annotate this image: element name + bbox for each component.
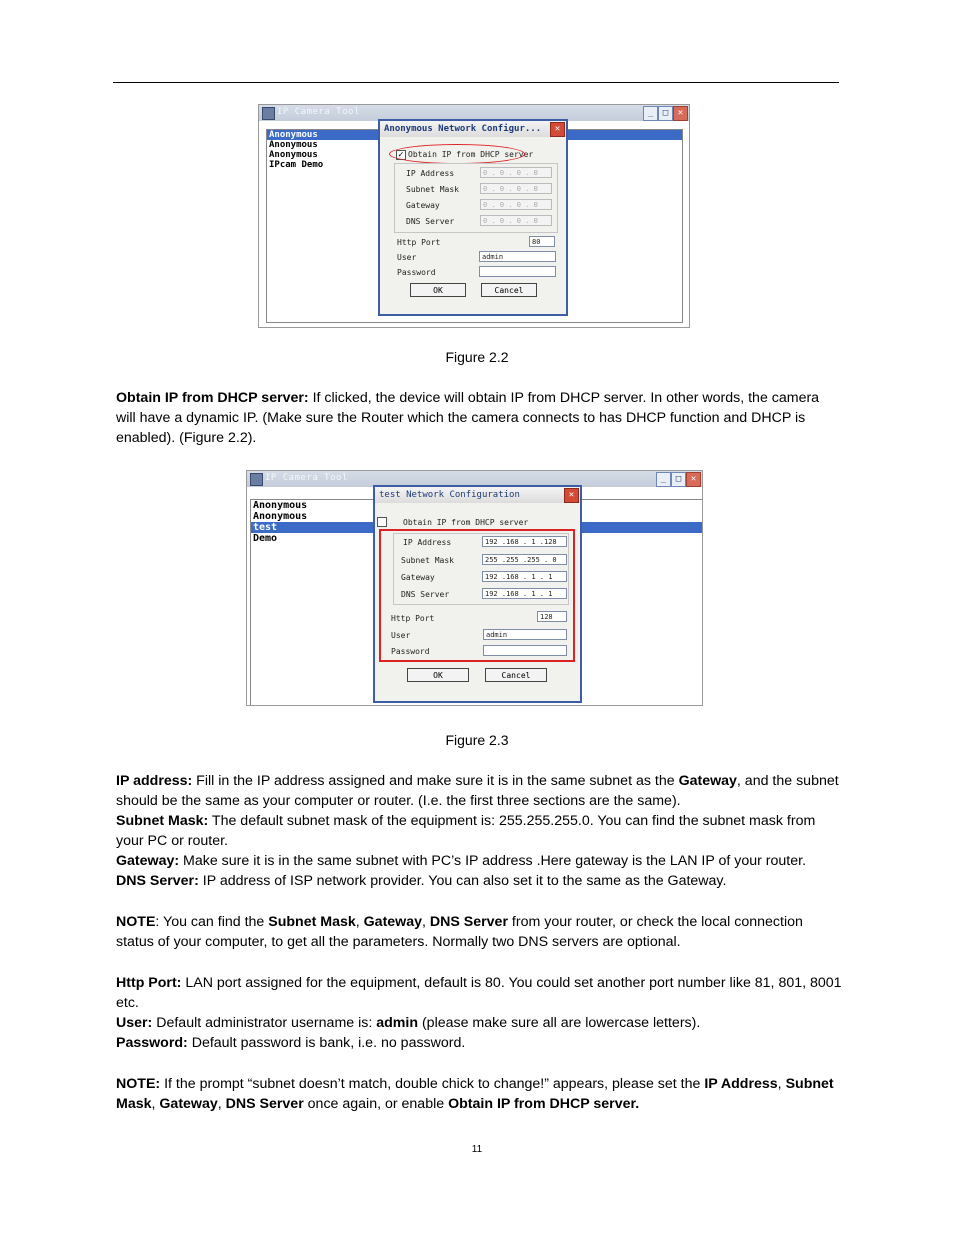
user-field[interactable]: admin (483, 629, 567, 640)
dns-term: DNS Server: (116, 873, 199, 889)
note-term: NOTE (116, 914, 156, 930)
gateway-label: Gateway (406, 201, 440, 210)
user-label: User (391, 631, 411, 640)
window-title: IP Camera Tool (265, 473, 348, 483)
note-subnet: Subnet Mask (268, 914, 356, 930)
figure-2-3-screenshot (246, 470, 703, 706)
password-label: Password (391, 647, 430, 656)
header-rule (113, 82, 839, 83)
http-port-label: Http Port (391, 614, 435, 623)
dns-server-field[interactable]: 0 . 0 . 0 . 0 (480, 215, 552, 226)
ok-button[interactable]: OK (410, 283, 466, 297)
note-text: : You can find the (155, 914, 269, 930)
http-port-text: LAN port assigned for the equipment, default is 80. You could set another port number like 81, 801, 8001 etc. (116, 975, 842, 1011)
dhcp-checkbox[interactable]: ✓ (397, 150, 405, 159)
password-text: Default password is bank, i.e. no password. (187, 1035, 466, 1051)
ip-term: IP address: (116, 773, 193, 789)
dhcp-checkbox[interactable] (377, 517, 387, 527)
dhcp-paragraph (116, 388, 842, 448)
note-sep-2: , (422, 914, 430, 930)
note2-subnet: Subnet Mask (116, 1076, 834, 1112)
ok-button[interactable]: OK (407, 668, 469, 682)
list-item[interactable]: Anonymous (253, 500, 308, 511)
list-item[interactable]: test (251, 522, 703, 533)
note2-gateway: Gateway (159, 1096, 218, 1112)
page-number: 11 (471, 1144, 483, 1155)
ip-address-label: IP Address (406, 169, 455, 178)
note2-text-2: once again, or enable (303, 1096, 449, 1112)
close-icon[interactable]: ✕ (686, 472, 701, 487)
minimize-icon[interactable]: _ (656, 472, 671, 487)
ip-text: Fill in the IP address assigned and make sure it is in the same subnet as the (192, 773, 679, 789)
subnet-mask-field[interactable]: 0 . 0 . 0 . 0 (480, 183, 552, 194)
dns-server-label: DNS Server (401, 590, 450, 599)
figure-2-3-caption: Figure 2.3 (445, 732, 509, 748)
http-port-term: Http Port: (116, 975, 182, 991)
dhcp-highlight-oval (389, 144, 525, 164)
network-config-dialog (373, 485, 582, 703)
app-icon (250, 473, 263, 486)
gateway-term-2: Gateway: (116, 853, 180, 869)
network-fields-paragraph (116, 771, 842, 891)
password-term: Password: (116, 1035, 188, 1051)
http-port-label: Http Port (397, 238, 441, 247)
ip-text-2: , and the subnet should be the same as your computer or router. (I.e. the first three sections are the same). (116, 773, 839, 809)
dialog-title (380, 121, 566, 137)
cancel-button[interactable]: Cancel (485, 668, 547, 682)
dialog-title-text: test Network Configuration (379, 490, 520, 500)
list-item[interactable]: IPcam Demo (269, 160, 324, 170)
login-paragraph (116, 973, 842, 1053)
password-label: Password (397, 268, 436, 277)
subnet-term: Subnet Mask: (116, 813, 209, 829)
maximize-icon[interactable]: □ (671, 472, 686, 487)
dhcp-label: Obtain IP from DHCP server (403, 518, 529, 527)
window-title: IP Camera Tool (277, 107, 360, 117)
note2-text: If the prompt “subnet doesn’t match, double chick to change!” appears, please set the (160, 1076, 705, 1092)
dns-server-field[interactable]: 192 .168 . 1 . 1 (482, 588, 567, 599)
gateway-field[interactable]: 192 .168 . 1 . 1 (482, 571, 567, 582)
list-item[interactable]: Anonymous (253, 511, 308, 522)
dhcp-term: Obtain IP from DHCP server: (116, 390, 309, 406)
dhcp-text: If clicked, the device will obtain IP from DHCP server. In other words, the camera will have a dynamic IP. (Make sure the Router which the camera connects to has DHCP function and DHCP is enabled). (Figure 2.2). (116, 390, 820, 446)
dialog-title (375, 487, 580, 503)
gateway-field[interactable]: 0 . 0 . 0 . 0 (480, 199, 552, 210)
note2-dhcp: Obtain IP from DHCP server. (448, 1096, 640, 1112)
list-item[interactable]: Anonymous (269, 150, 318, 160)
note2-sep: , (777, 1076, 786, 1092)
note2-sep-3: , (217, 1096, 226, 1112)
ip-address-field[interactable]: 192 .168 . 1 .128 (482, 536, 567, 547)
note-sep: , (355, 914, 364, 930)
note-dns: DNS Server (429, 914, 508, 930)
note-text-2: from your router, or check the local connection status of your computer, to get all the parameters. Normally two DNS servers are optional. (116, 914, 803, 950)
minimize-icon[interactable]: _ (643, 106, 658, 121)
user-text: Default administrator username is: (152, 1015, 377, 1031)
ip-address-label: IP Address (403, 538, 452, 547)
maximize-icon[interactable]: □ (658, 106, 673, 121)
http-port-field[interactable]: 80 (529, 236, 555, 247)
network-config-dialog (378, 119, 568, 316)
note2-sep-2: , (151, 1096, 160, 1112)
user-field[interactable]: admin (479, 251, 556, 262)
note-paragraph-1 (116, 912, 842, 952)
subnet-text: The default subnet mask of the equipment is: 255.255.255.0. You can find the subnet mask from your PC or router. (116, 813, 816, 849)
list-item[interactable]: Anonymous (269, 140, 318, 150)
figure-2-2-caption: Figure 2.2 (445, 349, 509, 365)
user-text-2: (please make sure all are lowercase letters). (418, 1015, 701, 1031)
close-icon[interactable]: ✕ (673, 106, 688, 121)
list-item[interactable]: Anonymous (267, 130, 682, 140)
http-port-field[interactable]: 128 (537, 611, 567, 622)
user-label: User (397, 253, 417, 262)
note2-ip: IP Address (704, 1076, 778, 1092)
dns-text: IP address of ISP network provider. You can also set it to the same as the Gateway. (198, 873, 727, 889)
dialog-title-text: Anonymous Network Configur... (384, 124, 542, 134)
app-icon (262, 107, 275, 120)
note2-term: NOTE: (116, 1076, 161, 1092)
dhcp-label: Obtain IP from DHCP server (408, 150, 534, 159)
password-field[interactable] (483, 645, 567, 656)
subnet-mask-label: Subnet Mask (401, 556, 454, 565)
dialog-close-icon[interactable]: ✕ (550, 122, 565, 137)
gateway-term: Gateway (678, 773, 737, 789)
figure-2-2-screenshot (258, 104, 690, 328)
dialog-close-icon[interactable]: ✕ (564, 488, 579, 503)
cancel-button[interactable]: Cancel (481, 283, 537, 297)
admin-term: admin (376, 1015, 419, 1031)
list-item[interactable]: Demo (253, 533, 278, 544)
password-field[interactable] (479, 266, 556, 277)
gateway-text: Make sure it is in the same subnet with PC’s IP address .Here gateway is the LAN IP of your router. (179, 853, 807, 869)
user-term: User: (116, 1015, 153, 1031)
ip-address-field[interactable]: 0 . 0 . 0 . 0 (480, 167, 552, 178)
gateway-label: Gateway (401, 573, 435, 582)
note2-dns: DNS Server (225, 1096, 304, 1112)
subnet-mask-label: Subnet Mask (406, 185, 459, 194)
subnet-mask-field[interactable]: 255 .255 .255 . 0 (482, 554, 567, 565)
note-paragraph-2 (116, 1074, 842, 1114)
note-gateway: Gateway (363, 914, 422, 930)
dns-server-label: DNS Server (406, 217, 455, 226)
